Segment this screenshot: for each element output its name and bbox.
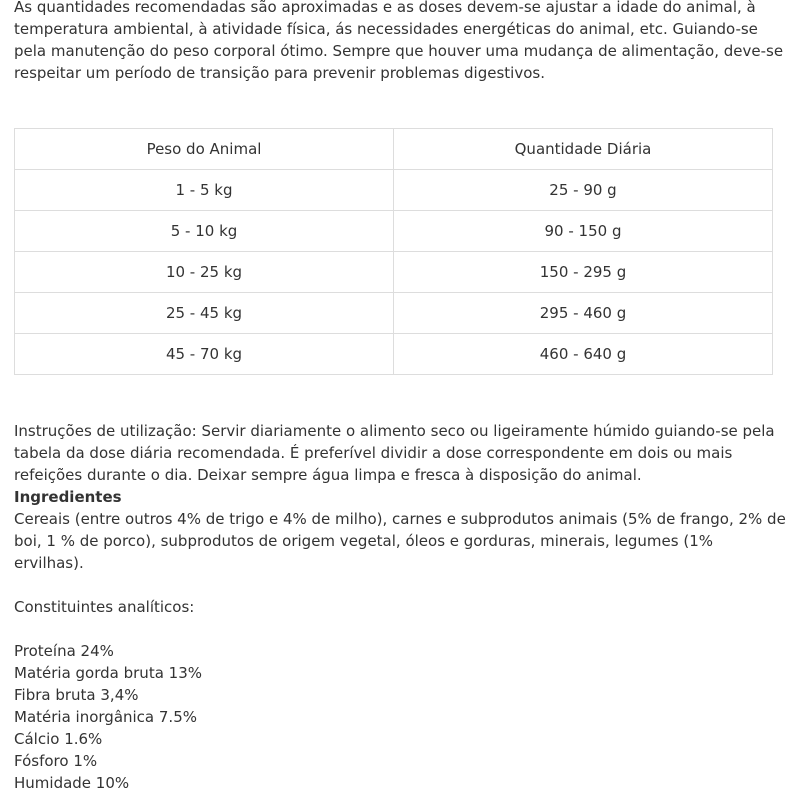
list-item: Cálcio 1.6% [14,730,103,748]
amount-cell: 295 - 460 g [394,293,773,334]
list-item: Matéria gorda bruta 13% [14,664,202,682]
list-item: Fósforo 1% [14,752,98,770]
list-item: Humidade 10% [14,774,130,792]
ingredients-heading: Ingredientes [14,488,122,506]
spacer [14,618,786,640]
weight-cell: 45 - 70 kg [15,334,394,375]
table-header-row [15,129,773,170]
amount-cell: 460 - 640 g [394,334,773,375]
header-daily-amount: Quantidade Diária [394,129,773,170]
header-weight: Peso do Animal [15,129,394,170]
amount-cell: 90 - 150 g [394,211,773,252]
weight-cell: 1 - 5 kg [15,170,394,211]
spacer [14,574,786,596]
table-row [15,334,773,375]
amount-cell: 150 - 295 g [394,252,773,293]
weight-cell: 25 - 45 kg [15,293,394,334]
intro-paragraph: As quantidades recomendadas são aproximadas e as doses devem-se ajustar a idade do animal, à temperatura ambiental, à atividade física, ás necessidades energéticas do animal, etc. Guiando-se pela manutenção do peso corporal ótimo. Sempre que houver uma mudança de alimentação, deve-se respeitar um período de transição para prevenir problemas digestivos. [14,0,784,82]
table-row [15,211,773,252]
weight-cell: 10 - 25 kg [15,252,394,293]
feeding-table [14,128,773,375]
ingredients-text: Cereais (entre outros 4% de trigo e 4% de milho), carnes e subprodutos animais (5% de frango, 2% de boi, 1 % de porco), subprodutos de origem vegetal, óleos e gorduras, minerais, legumes (1% ervilhas). [14,510,786,572]
usage-instructions: Instruções de utilização: Servir diariamente o alimento seco ou ligeiramente húmido guiando-se pela tabela da dose diária recomendada. É preferível dividir a dose correspondente em dois ou mais refeições durante o dia. Deixar sempre água limpa e fresca à disposição do animal. [14,422,775,484]
weight-cell: 5 - 10 kg [15,211,394,252]
list-item: Matéria inorgânica 7.5% [14,708,197,726]
list-item: Fibra bruta 3,4% [14,686,139,704]
table-row [15,170,773,211]
table-row [15,293,773,334]
table-row [15,252,773,293]
analytics-list [14,640,786,794]
list-item: Proteína 24% [14,642,114,660]
amount-cell: 25 - 90 g [394,170,773,211]
analytics-heading: Constituintes analíticos: [14,598,195,616]
